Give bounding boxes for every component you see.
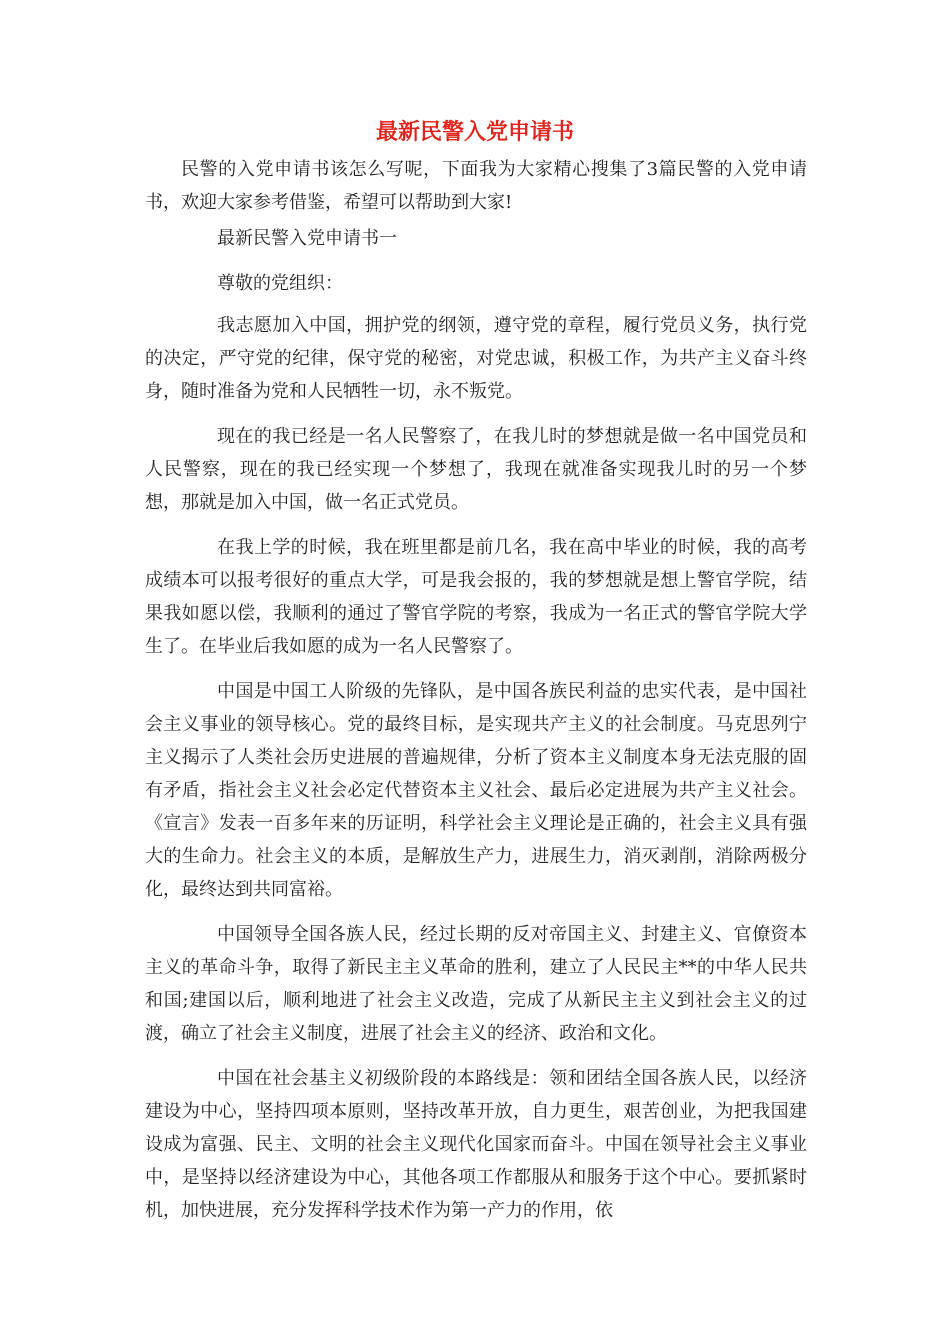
body-paragraphs <box>145 309 807 1239</box>
salutation-block <box>145 267 807 312</box>
intro-paragraph: 民警的入党申请书该怎么写呢，下面我为大家精心搜集了3篇民警的入党申请书，欢迎大家参考借鉴，希望可以帮助到大家! <box>145 159 807 213</box>
body-paragraph: 我志愿加入中国，拥护党的纲领，遵守党的章程，履行党员义务，执行党的决定，严守党的纪律，保守党的秘密，对党忠诚，积极工作，为共产主义奋斗终身，随时准备为党和人民牺牲一切，永不叛党。 <box>145 315 807 402</box>
intro-block <box>145 153 807 231</box>
body-paragraph: 中国在社会基主义初级阶段的本路线是：领和团结全国各族人民，以经济建设为中心，坚持四项本原则，坚持改革开放，自力更生，艰苦创业，为把我国建设成为富强、民主、文明的社会主义现代化国家而奋斗。中国在领导社会主义事业中，是坚持以经济建设为中心，其他各项工作都服从和服务于这个中心。要抓紧时机，加快进展，充分发挥科学技术作为第一产力的作用，依 <box>145 1068 807 1221</box>
body-paragraph: 现在的我已经是一名人民警察了，在我儿时的梦想就是做一名中国党员和人民警察，现在的我已经实现一个梦想了，我现在就准备实现我儿时的另一个梦想，那就是加入中国，做一名正式党员。 <box>145 426 807 513</box>
document-title: 最新民警入党申请书 <box>375 120 574 145</box>
body-paragraph: 在我上学的时候，我在班里都是前几名，我在高中毕业的时候，我的高考成绩本可以报考很好的重点大学，可是我会报的，我的梦想就是想上警官学院，结果我如愿以偿，我顺利的通过了警官学院的考察，我成为一名正式的警官学院大学生了。在毕业后我如愿的成为一名人民警察了。 <box>145 537 807 657</box>
section-heading-block <box>145 222 807 267</box>
salutation: 尊敬的党组织： <box>217 273 343 294</box>
body-paragraph: 中国领导全国各族人民，经过长期的反对帝国主义、封建主义、官僚资本主义的革命斗争，取得了新民主主义革命的胜利，建立了人民民主**的中华人民共和国;建国以后，顺利地进了社会主义改造，完成了从新民主主义到社会主义的过渡，确立了社会主义制度，进展了社会主义的经济、政治和文化。 <box>145 924 807 1044</box>
section-heading: 最新民警入党申请书一 <box>217 228 397 249</box>
body-paragraph: 中国是中国工人阶级的先锋队，是中国各族民利益的忠实代表，是中国社会主义事业的领导核心。党的最终目标，是实现共产主义的社会制度。马克思列宁主义揭示了人类社会历史进展的普遍规律，分析了资本主义制度本身无法克服的固有矛盾，指社会主义社会必定代替资本主义社会、最后必定进展为共产主义社会。《宣言》发表一百多年来的历证明，科学社会主义理论是正确的，社会主义具有强大的生命力。社会主义的本质，是解放生产力，进展生力，消灭剥削，消除两极分化，最终达到共同富裕。 <box>145 681 807 900</box>
